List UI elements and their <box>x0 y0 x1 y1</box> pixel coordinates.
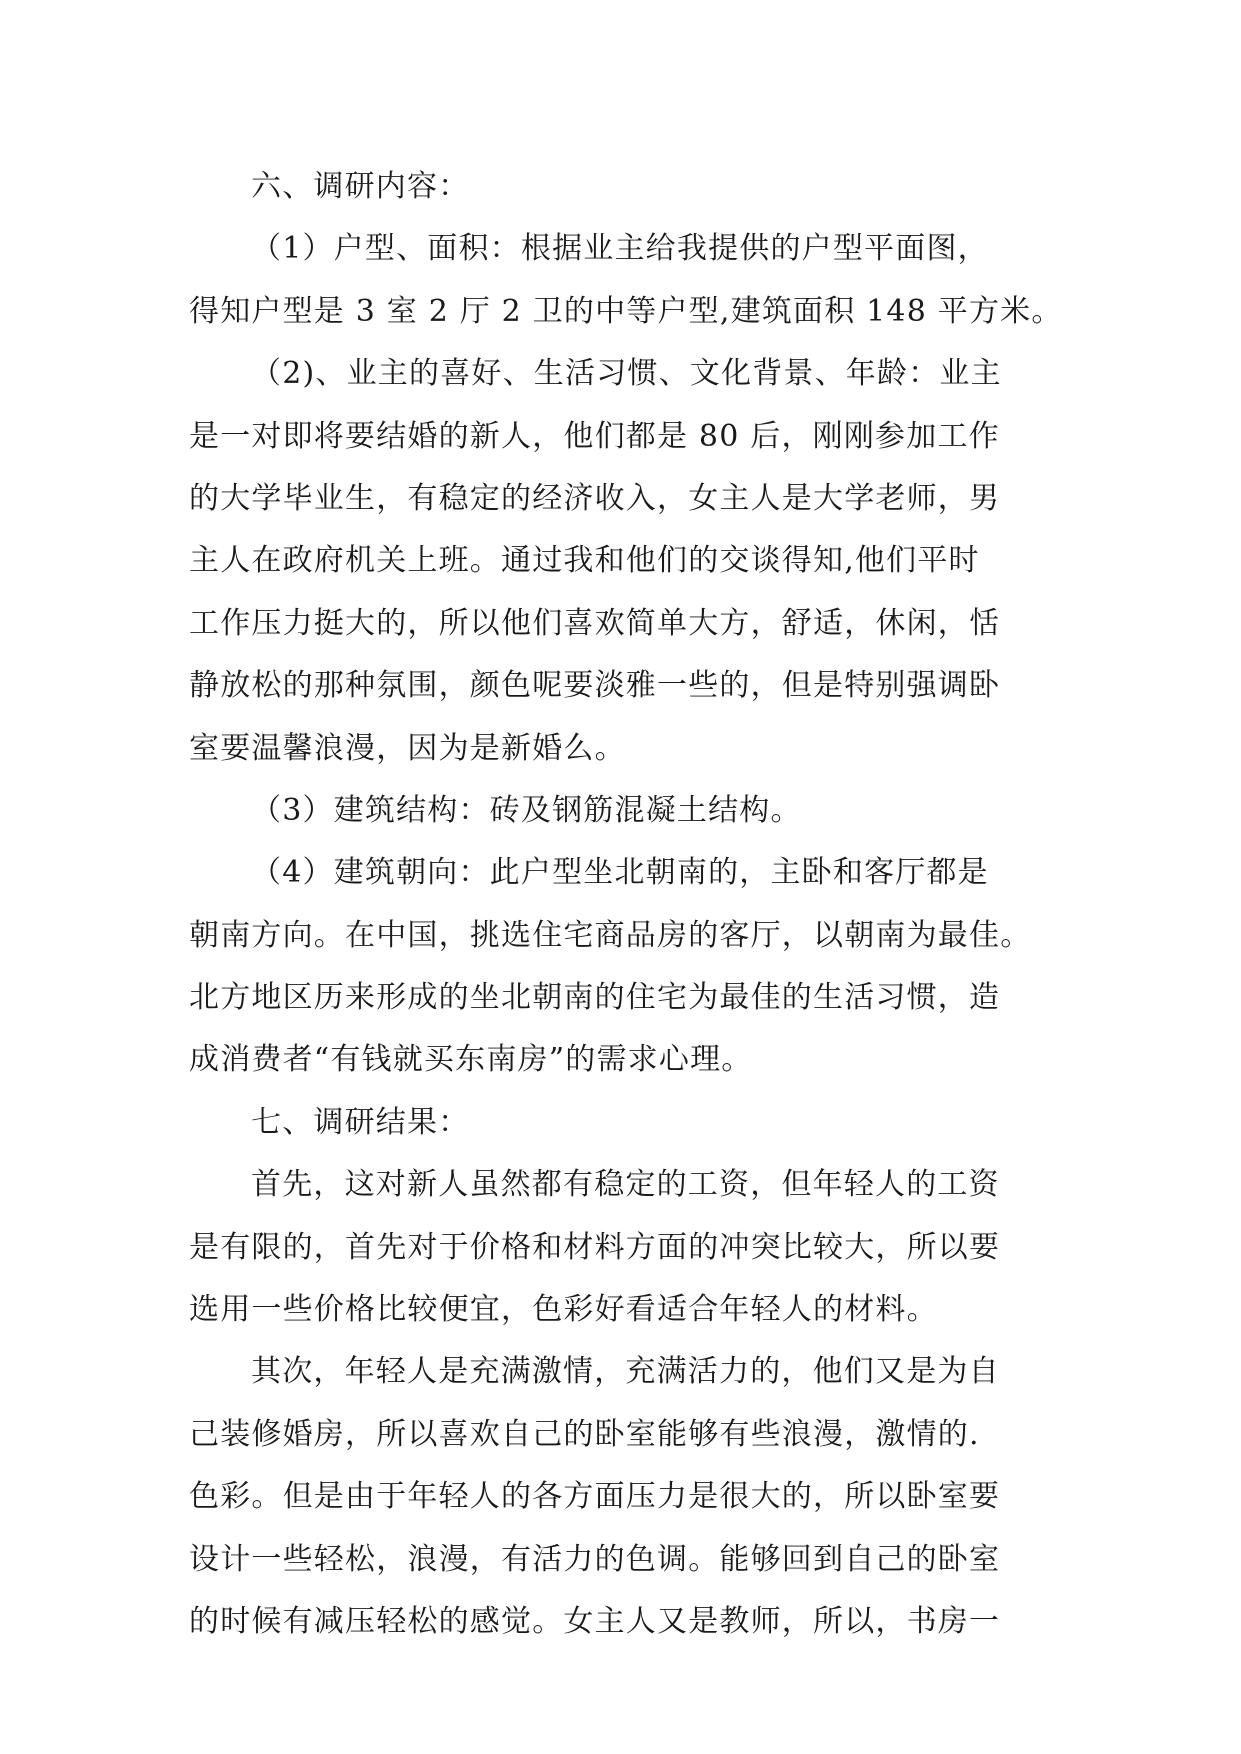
paragraph-line: （3）建筑结构：砖及钢筋混凝土结构。 <box>251 792 802 828</box>
paragraph-line: 首先，这对新人虽然都有稳定的工资，但年轻人的工资 <box>251 1167 1000 1203</box>
paragraph-line: 选用一些价格比较便宜，色彩好看适合年轻人的材料。 <box>189 1292 938 1328</box>
paragraph-line: 成消费者“有钱就买东南房”的需求心理。 <box>189 1042 753 1078</box>
paragraph-line: 室要温馨浪漫，因为是新婚么。 <box>189 730 626 766</box>
paragraph-line: （1）户型、面积：根据业主给我提供的户型平面图， <box>251 231 989 267</box>
paragraph-line: 是有限的，首先对于价格和材料方面的冲突比较大，所以要 <box>189 1229 1001 1265</box>
paragraph-line: （4）建筑朝向：此户型坐北朝南的，主卧和客厅都是 <box>251 855 989 891</box>
paragraph-line: （2)、业主的喜好、生活习惯、文化背景、年龄：业主 <box>251 356 1002 392</box>
paragraph-line: 色彩。但是由于年轻人的各方面压力是很大的，所以卧室要 <box>189 1479 1001 1515</box>
paragraph-line: 朝南方向。在中国，挑选住宅商品房的客厅，以朝南为最佳。 <box>189 917 1032 953</box>
paragraph-line: 设计一些轻松，浪漫，有活力的色调。能够回到自己的卧室 <box>189 1541 1001 1577</box>
section-heading-research-results: 七、调研结果： <box>251 1104 470 1140</box>
paragraph-line: 己装修婚房，所以喜欢自己的卧室能够有些浪漫，激情的. <box>189 1416 980 1452</box>
paragraph-line: 主人在政府机关上班。通过我和他们的交谈得知,他们平时 <box>189 543 980 579</box>
paragraph-line: 的时候有减压轻松的感觉。女主人又是教师，所以，书房一 <box>189 1603 1001 1639</box>
paragraph-line: 工作压力挺大的，所以他们喜欢简单大方，舒适，休闲，恬 <box>189 605 1001 641</box>
section-heading-research-content: 六、调研内容： <box>251 169 470 204</box>
paragraph-line: 静放松的那种氛围，颜色呢要淡雅一些的，但是特别强调卧 <box>189 668 1001 704</box>
paragraph-line: 是一对即将要结婚的新人，他们都是 80 后，刚刚参加工作 <box>189 418 1000 454</box>
paragraph-line: 得知户型是 3 室 2 厅 2 卫的中等户型,建筑面积 148 平方米。 <box>189 293 1063 329</box>
document-body <box>189 156 1063 1653</box>
paragraph-line: 其次，年轻人是充满激情，充满活力的，他们又是为自 <box>251 1354 1000 1390</box>
paragraph-line: 的大学毕业生，有稳定的经济收入，女主人是大学老师，男 <box>189 480 1001 516</box>
paragraph-line: 北方地区历来形成的坐北朝南的住宅为最佳的生活习惯，造 <box>189 980 1001 1016</box>
